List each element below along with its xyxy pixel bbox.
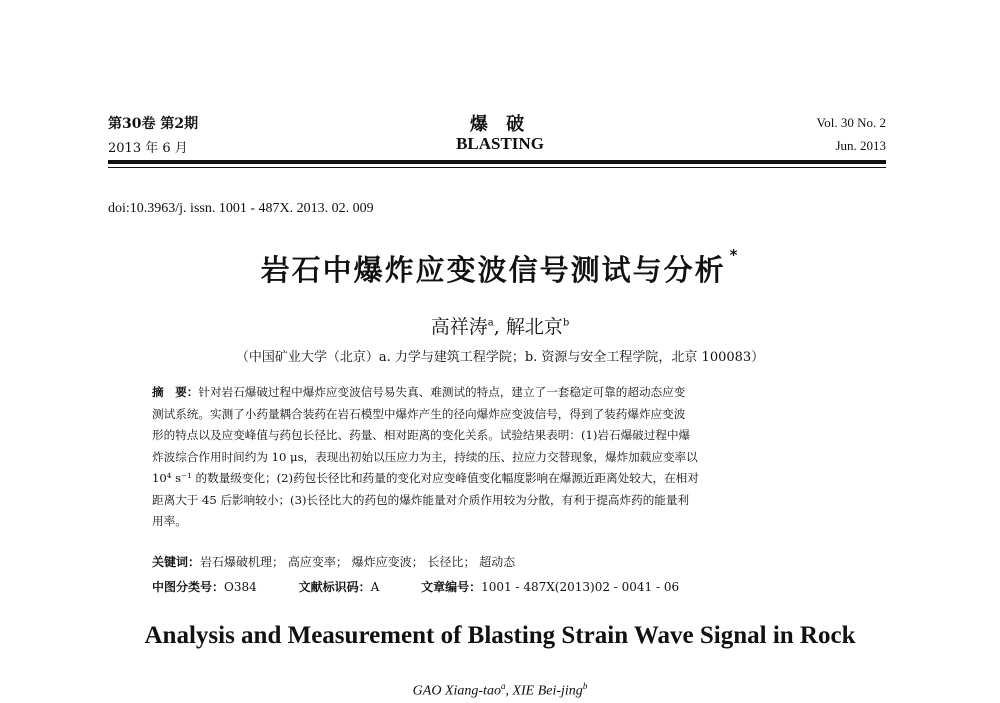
keywords-text: 岩石爆破机理； 高应变率； 爆炸应变波； 长径比； 超动态 <box>200 555 516 569</box>
author-cn-2-affil: b <box>562 317 570 329</box>
abstract-line: 距离大于 45 后影响较小；(3)长径比大的药包的爆炸能量对介质作用较为分散，有利于提高炸药的能量利 <box>152 492 690 507</box>
abstract-label: 摘 要： <box>152 385 199 399</box>
journal-name-en: BLASTING <box>456 134 544 153</box>
author-cn-1-affil: a <box>487 317 494 329</box>
article-number-value: 1001 - 487X(2013)02 - 0041 - 06 <box>481 580 680 594</box>
clc-value: O384 <box>224 580 257 594</box>
clc-group <box>152 580 257 594</box>
title-cn-text: 岩石中爆炸应变波信号测试与分析 <box>260 253 726 287</box>
article-number-group <box>421 580 679 594</box>
abstract <box>152 382 852 533</box>
abstract-line <box>152 382 852 404</box>
volume-issue-cn: 第30卷 第2期 <box>108 116 199 132</box>
abstract-line: 用率。 <box>152 514 187 528</box>
date-cn: 2013 年 6 月 <box>108 141 188 156</box>
date-en: Jun. 2013 <box>835 138 886 153</box>
journal-name-cn: 爆 破 <box>469 114 531 135</box>
author-en-1: GAO Xiang-tao <box>412 683 501 699</box>
abstract-line: 测试系统。实测了小药量耦合装药在岩石模型中爆炸产生的径向爆炸应变波信号，得到了装药爆炸应变波 <box>152 406 686 421</box>
keywords-label: 关键词： <box>152 555 201 569</box>
header-rule-thin <box>108 167 886 168</box>
author-en-separator: , <box>505 683 513 699</box>
author-en-1-affil: a <box>500 681 506 691</box>
header-rule-thick <box>108 160 886 164</box>
abstract-line: 炸波综合作用时间约为 10 μs，表现出初始以压应力为主，持续的压、拉应力交替现象，爆炸加载应变率以 <box>152 449 698 464</box>
abstract-line: 形的特点以及应变峰值与药包长径比、药量、相对距离的变化关系。试验结果表明：(1)岩石爆破过程中爆 <box>152 428 691 442</box>
author-en-2-affil: b <box>582 681 588 691</box>
authors-en <box>300 681 700 700</box>
author-cn-1: 高祥涛 <box>430 316 488 338</box>
author-en-2: XIE Bei-jing <box>512 683 583 699</box>
author-cn-separator: , <box>493 316 506 338</box>
article-number-label: 文章编号： <box>421 580 482 594</box>
doc-code-value: A <box>370 580 380 594</box>
keywords <box>152 553 515 570</box>
classification-line <box>152 578 717 595</box>
abstract-line-text: 针对岩石爆破过程中爆炸应变波信号易失真、难测试的特点，建立了一套稳定可靠的超动态应变 <box>198 385 686 399</box>
volume-issue-en: Vol. 30 No. 2 <box>816 115 886 130</box>
doi: doi:10.3963/j. issn. 1001 - 487X. 2013. 02. 009 <box>108 201 374 216</box>
affiliation-cn: （中国矿业大学（北京）a. 力学与建筑工程学院；b. 资源与安全工程学院，北京 100083） <box>235 350 765 365</box>
authors-cn <box>300 312 700 339</box>
title-en: Analysis and Measurement of Blasting Strain Wave Signal in Rock <box>144 622 856 649</box>
doc-code-label: 文献标识码： <box>298 580 371 594</box>
author-cn-2: 解北京 <box>505 316 563 338</box>
abstract-line: 10⁴ s⁻¹ 的数量级变化；(2)药包长径比和药量的变化对应变峰值变化幅度影响在爆源近距离处较大，在相对 <box>152 471 699 485</box>
title-footnote-mark: * <box>729 246 740 264</box>
clc-label: 中图分类号： <box>152 580 225 594</box>
title-cn <box>150 248 850 289</box>
doc-code-group <box>299 580 380 594</box>
